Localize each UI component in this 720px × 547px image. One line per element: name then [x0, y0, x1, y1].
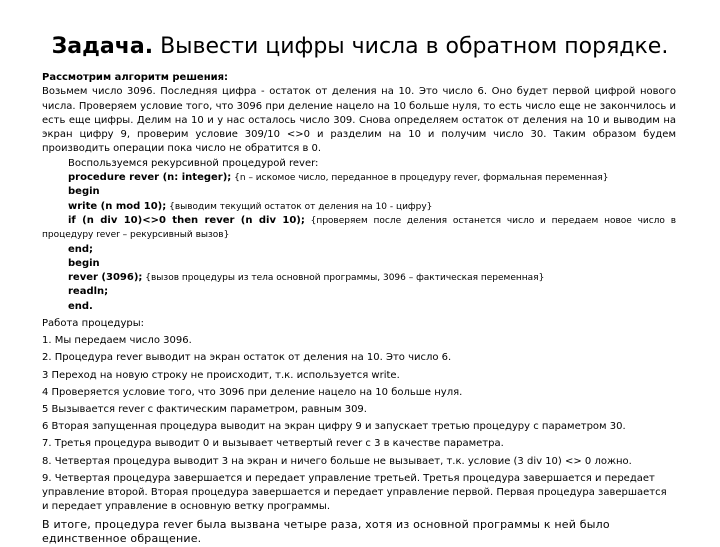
work-step: 8. Четвертая процедура выводит 3 на экран и ничего больше не вызывает, т.к. условие (3 div 10) <> 0 ложно.	[42, 455, 632, 467]
code-kw: procedure rever (n: integer);	[68, 172, 232, 184]
code-comment: {выводим текущий остаток от деления на 10 - цифру}	[166, 201, 433, 212]
work-step: 7. Третья процедура выводит 0 и вызывает четвертый rever с 3 в качестве параметра.	[42, 438, 504, 450]
title-text: Вывести цифры числа в обратном порядке.	[153, 34, 669, 59]
code-kw: write (n mod 10);	[68, 200, 167, 212]
work-step: 9. Четвертая процедура завершается и передает управление третьей. Третья процедура завершается и передает управление второй. Вторая процедура завершается и передает управление первой. Первая процедура завершается и передает управление в основную ветку программы.	[42, 472, 667, 512]
code-line-if	[42, 214, 676, 243]
code-comment: {проверяем после деления останется число и передаем новое число в процедуру rever – рекурсивный вызов}	[42, 215, 676, 241]
code-comment: {вызов процедуры из тела основной программы, 3096 – фактическая переменная}	[142, 273, 545, 284]
work-step: 1. Мы передаем число 3096.	[42, 335, 192, 347]
code-block	[42, 157, 676, 314]
conclusion: В итоге, процедура rever была вызвана четыре раза, хотя из основной программы к ней было единственное обращение.	[42, 517, 610, 546]
code-intro: Воспользуемся рекурсивной процедурой rever:	[68, 157, 319, 169]
work-step: 4 Проверяется условие того, что 3096 при деление нацело на 10 больше нуля.	[42, 386, 463, 398]
code-line-begin: begin	[68, 186, 100, 198]
code-line-write	[42, 200, 676, 214]
code-line-call	[42, 271, 676, 285]
intro-heading: Рассмотрим алгоритм решения:	[42, 72, 229, 83]
work-section	[42, 317, 676, 547]
code-line-readln: readln;	[68, 286, 109, 298]
code-line-main-begin: begin	[68, 257, 100, 269]
work-heading: Работа процедуры:	[42, 318, 144, 330]
work-step: 5 Вызывается rever с фактическим параметром, равным 309.	[42, 403, 367, 415]
slide-content	[42, 71, 676, 547]
work-step: 6 Вторая запущенная процедура выводит на экран цифру 9 и запускает третью процедуру с параметром 30.	[42, 421, 626, 433]
code-line-procedure	[42, 171, 676, 185]
work-step: 3 Переход на новую строку не происходит, т.к. используется write.	[42, 369, 400, 381]
title-bold: Задача.	[51, 34, 154, 59]
code-comment: {n – искомое число, переданное в процедуру rever, формальная переменная}	[231, 173, 609, 184]
code-kw: if (n div 10)<>0 then rever (n div 10);	[68, 214, 305, 226]
intro-text: Возьмем число 3096. Последняя цифра - остаток от деления на 10. Это число 6. Оно будет первой цифрой нового числа. Проверяем условие того, что 3096 при деление нацело на 10 больше нуля, то есть число еще не закончилось и есть еще цифры. Делим на 10 и у нас осталось число 309. Снова определяем остаток от деления на 10 и выводим на экран цифру 9, проверим условие 309/10 <>0 и разделим на 10 и получим число 30. Таким образом будем производить операции пока число не обратится в 0.	[42, 86, 676, 155]
slide-title	[0, 32, 720, 62]
code-kw: rever (3096);	[68, 272, 143, 284]
code-line-main-end: end.	[68, 300, 93, 312]
code-line-end: end;	[68, 243, 94, 255]
work-step: 2. Процедура rever выводит на экран остаток от деления на 10. Это число 6.	[42, 352, 452, 364]
